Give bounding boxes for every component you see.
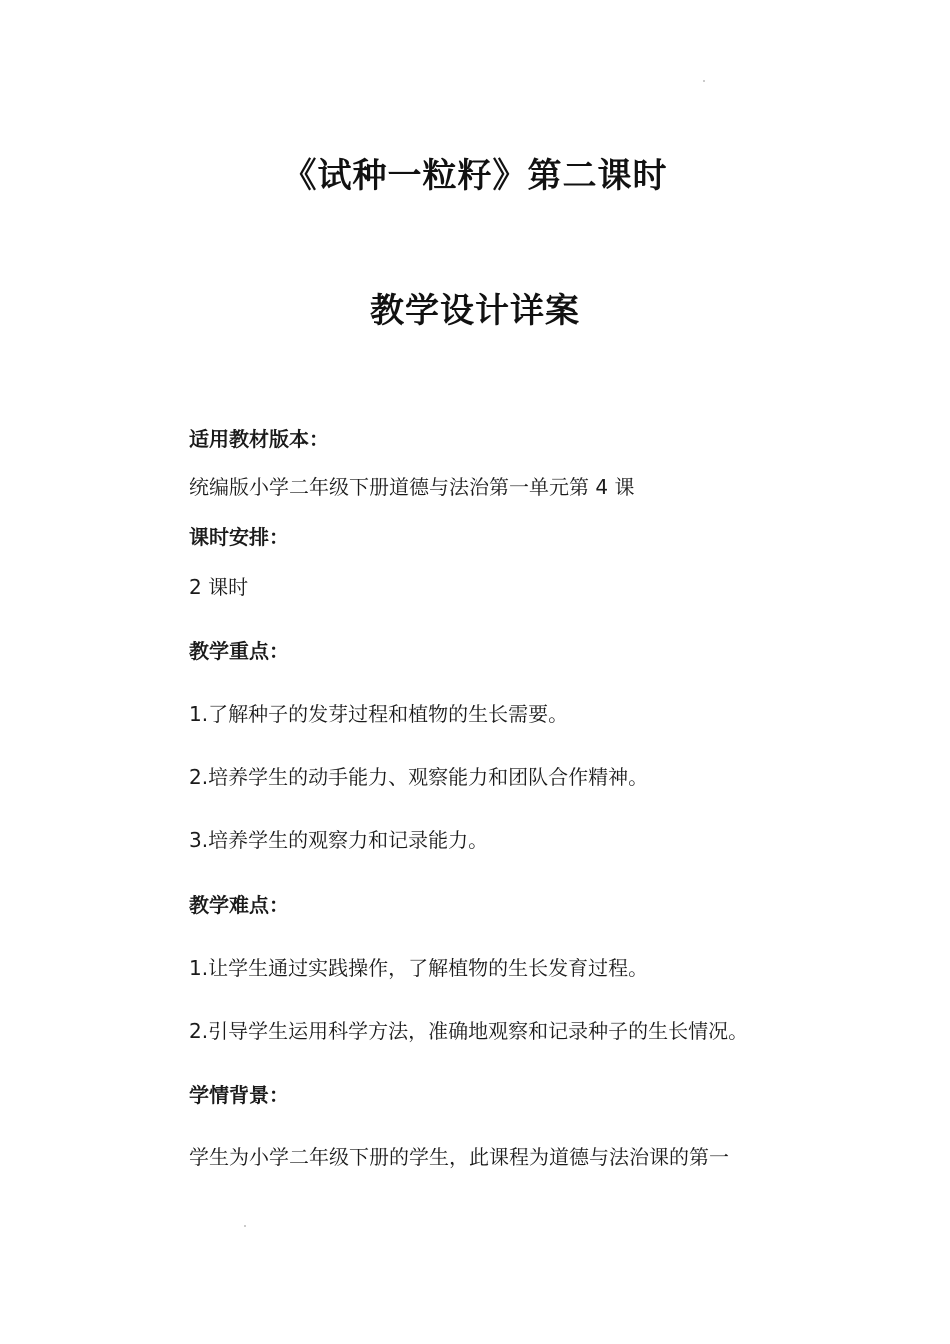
schedule-heading: 课时安排： (189, 525, 289, 549)
key-points-heading: 教学重点： (189, 639, 289, 663)
schedule-content: 2 课时 (189, 575, 249, 599)
document-subtitle: 教学设计详案 (370, 291, 580, 331)
difficulty-item: 2.引导学生运用科学方法，准确地观察和记录种子的生长情况。 (189, 1019, 749, 1043)
difficulty-item: 1.让学生通过实践操作，了解植物的生长发育过程。 (189, 956, 649, 980)
document-title: 《试种一粒籽》第二课时 (282, 156, 668, 196)
background-content: 学生为小学二年级下册的学生，此课程为道德与法治课的第一 (189, 1145, 729, 1169)
key-point-item: 3.培养学生的观察力和记录能力。 (189, 828, 489, 852)
textbook-heading: 适用教材版本： (189, 427, 329, 451)
background-heading: 学情背景： (189, 1083, 289, 1107)
difficulties-heading: 教学难点： (189, 893, 289, 917)
key-point-item: 2.培养学生的动手能力、观察能力和团队合作精神。 (189, 765, 649, 789)
page-speck (703, 80, 705, 82)
key-point-item: 1.了解种子的发芽过程和植物的生长需要。 (189, 702, 569, 726)
page-speck (244, 1225, 246, 1227)
textbook-content: 统编版小学二年级下册道德与法治第一单元第 4 课 (189, 475, 635, 499)
